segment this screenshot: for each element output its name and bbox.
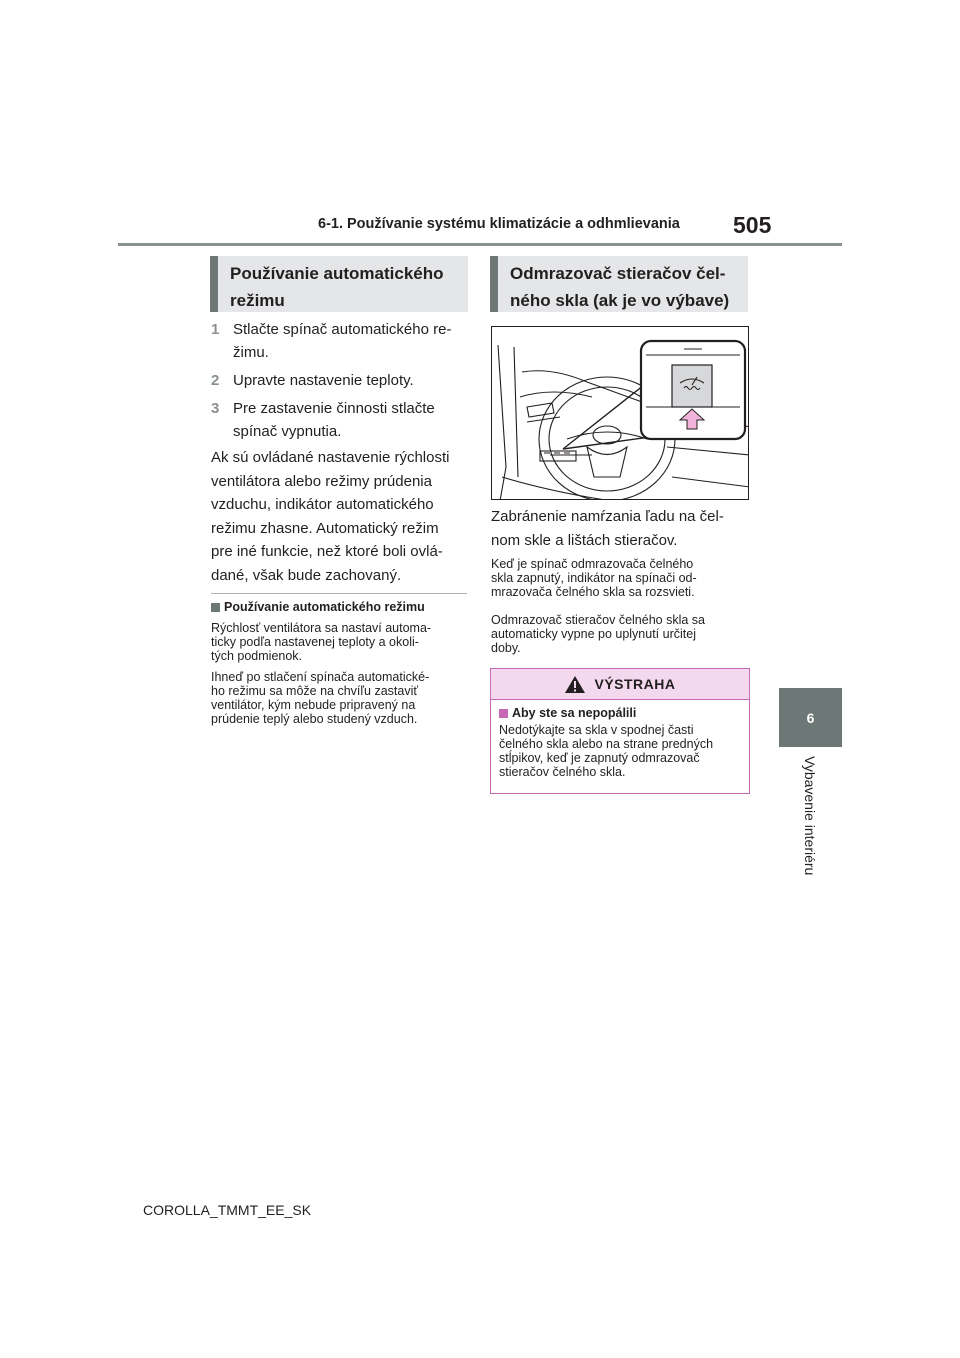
footer-document-code: COROLLA_TMMT_EE_SK: [143, 1202, 312, 1218]
illustration-caption: Zabránenie namŕzania ľadu na čel- nom skle a lištách stieračov.: [491, 508, 724, 549]
dashboard-illustration: [491, 326, 749, 500]
warning-box: [490, 668, 750, 794]
dashboard-drawing: [492, 327, 749, 500]
warning-subheading-text: Aby ste sa nepopálili: [512, 706, 637, 720]
note-paragraph: Rýchlosť ventilátora sa nastaví automa- ticky podľa nastavenej teploty a okoli- tých podmienok.: [211, 621, 432, 663]
step-item: [211, 318, 469, 364]
step-number: 1: [211, 321, 220, 338]
step-item: [211, 369, 469, 392]
deicer-paragraph: Keď je spínač odmrazovača čelného skla zapnutý, indikátor na spínači od- mrazovača čelného skla sa rozsvieti.: [491, 557, 697, 599]
step-text: Stlačte spínač automatického re- žimu.: [233, 321, 452, 361]
section-heading-wiper-deicer: [490, 256, 748, 312]
step-text: Upravte nastavenie teploty.: [233, 372, 414, 389]
square-bullet-icon: [211, 603, 220, 612]
warning-header: [491, 669, 749, 700]
note-paragraph: Ihneď po stlačení spínača automatické- ho režimu sa môže na chvíľu zastaviť ventilátor, kým nebude pripravený na prúdenie teplý alebo studený vzduch.: [211, 670, 430, 726]
step-number: 3: [211, 400, 220, 417]
warning-triangle-icon: [564, 675, 586, 694]
section-heading-line: Používanie automatického: [230, 264, 444, 283]
header-section-title: 6-1. Používanie systému klimatizácie a odhmlievania: [318, 216, 680, 232]
warning-text: Nedotýkajte sa skla v spodnej časti čelného skla alebo na strane predných stĺpikov, keď je zapnutý odmrazovač stieračov čelného skla.: [499, 723, 714, 779]
auto-mode-paragraph: Ak sú ovládané nastavenie rýchlosti ventilátora alebo režimy prúdenia vzduchu, indikátor automatického režimu zhasne. Automatický režim pre iné funkcie, než ktoré boli ovlá- dané, však bude zachovaný.: [211, 449, 450, 584]
chapter-title-text: Vybavenie interiéru: [802, 756, 818, 876]
chapter-title: [796, 756, 822, 886]
header-divider: [118, 243, 842, 246]
section-heading-line: režimu: [230, 291, 285, 310]
steps-list: [211, 318, 469, 448]
warning-body: [491, 700, 749, 779]
section-heading-line: Odmrazovač stieračov čel-: [510, 264, 726, 283]
square-bullet-icon: [499, 709, 508, 718]
section-heading-auto-mode: [210, 256, 468, 312]
chapter-tab: 6: [779, 688, 842, 747]
note-heading-text: Používanie automatického režimu: [224, 600, 425, 614]
warning-title: VÝSTRAHA: [594, 676, 676, 692]
page-number: 505: [733, 212, 772, 238]
step-number: 2: [211, 372, 220, 389]
note-heading: [211, 600, 425, 614]
step-text: Pre zastavenie činnosti stlačte spínač vypnutia.: [233, 400, 435, 440]
step-item: [211, 397, 469, 443]
deicer-paragraph: Odmrazovač stieračov čelného skla sa automaticky vypne po uplynutí určitej doby.: [491, 613, 705, 655]
note-divider: [211, 593, 467, 594]
warning-subheading: [499, 706, 741, 720]
section-heading-line: ného skla (ak je vo výbave): [510, 291, 730, 310]
